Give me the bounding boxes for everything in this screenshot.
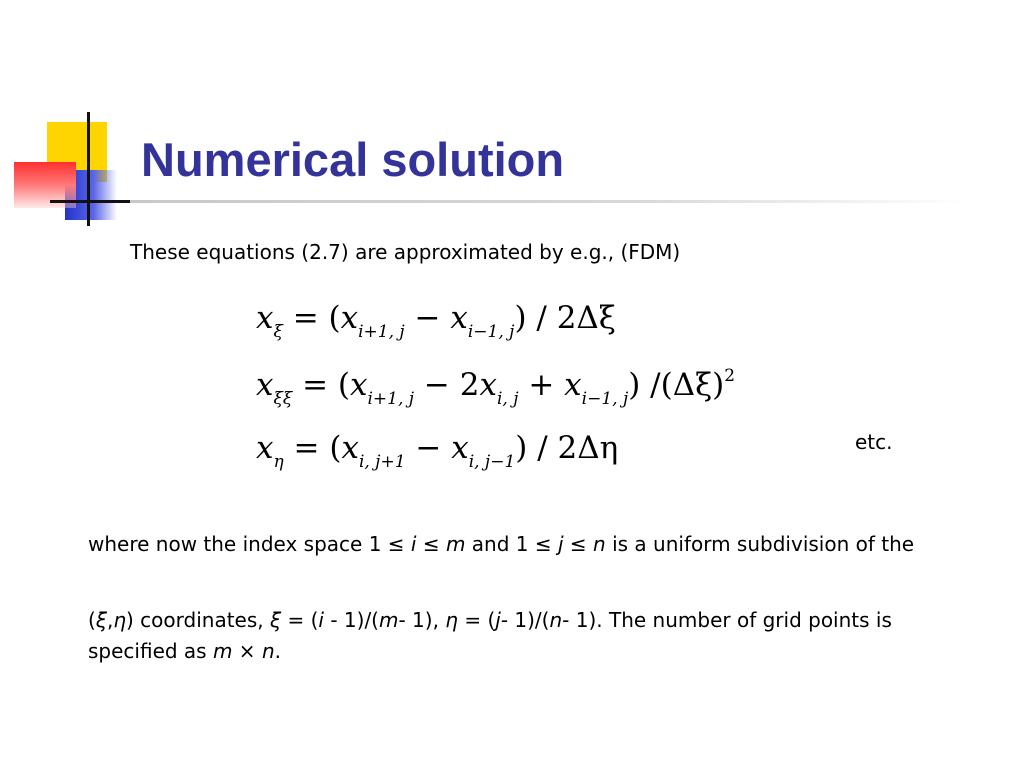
equation-x-xi: $x_\xi = (x_{i+1, j} - x_{i-1, j}) / 2\Delta\xi$	[256, 300, 616, 342]
index-space-paragraph: where now the index space 1 ≤ i ≤ m and 1 ≤ j ≤ n is a uniform subdivision of the	[88, 532, 915, 556]
coordinates-paragraph: (ξ,η) coordinates, ξ = (i - 1)/(m- 1), η = (j- 1)/(n- 1). The number of grid points is specified as m × n.	[88, 608, 892, 663]
intro-text: These equations (2.7) are approximated by e.g., (FDM)	[130, 240, 681, 264]
equation-x-xixi: $x_{\xi\xi} = (x_{i+1, j} - 2x_{i, j} + x_{i-1, j})$ $/(\Delta\xi)^2$	[256, 366, 736, 409]
title-underline	[130, 200, 970, 203]
logo-vertical-line	[87, 112, 90, 226]
equation-x-eta: $x_\eta = (x_{i, j+1} - x_{i, j-1}) / 2\Delta\eta$	[256, 430, 619, 472]
slide-logo-decoration	[0, 0, 150, 240]
slide-title: Numerical solution	[141, 133, 565, 186]
etc-label: etc.	[855, 430, 893, 454]
